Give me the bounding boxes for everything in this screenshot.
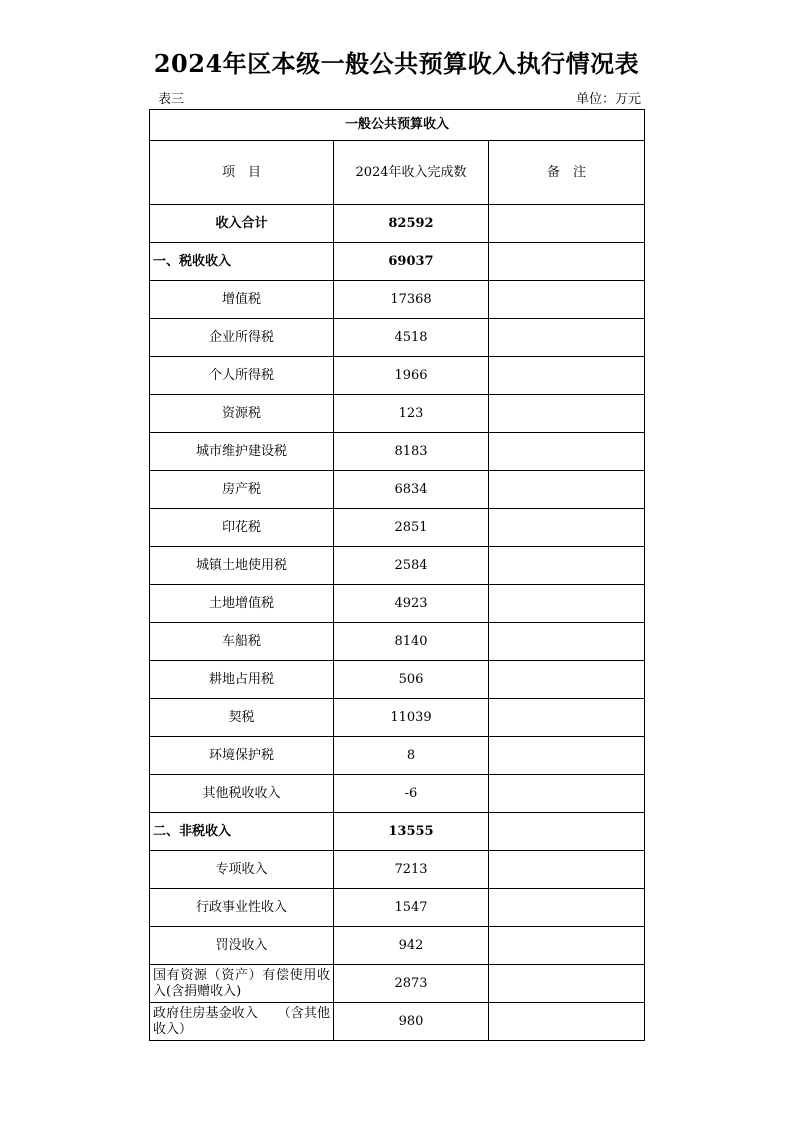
row-label: 行政事业性收入 bbox=[150, 889, 334, 927]
row-value: 69037 bbox=[334, 243, 489, 281]
row-value: 8183 bbox=[334, 433, 489, 471]
row-label: 其他税收收入 bbox=[150, 775, 334, 813]
table-row bbox=[150, 889, 645, 927]
row-value: -6 bbox=[334, 775, 489, 813]
row-label: 环境保护税 bbox=[150, 737, 334, 775]
row-note bbox=[489, 205, 645, 243]
row-label: 专项收入 bbox=[150, 851, 334, 889]
budget-table bbox=[149, 109, 645, 1041]
row-value: 8 bbox=[334, 737, 489, 775]
table-row bbox=[150, 623, 645, 661]
section-header-row bbox=[150, 110, 645, 141]
row-label: 罚没收入 bbox=[150, 927, 334, 965]
row-note bbox=[489, 471, 645, 509]
row-label: 车船税 bbox=[150, 623, 334, 661]
row-value: 2851 bbox=[334, 509, 489, 547]
row-note bbox=[489, 927, 645, 965]
table-row bbox=[150, 547, 645, 585]
row-value: 1547 bbox=[334, 889, 489, 927]
row-label: 政府住房基金收入 （含其他收入） bbox=[150, 1003, 334, 1041]
row-note bbox=[489, 965, 645, 1003]
row-value: 82592 bbox=[334, 205, 489, 243]
row-value: 942 bbox=[334, 927, 489, 965]
row-label: 城市维护建设税 bbox=[150, 433, 334, 471]
row-label: 收入合计 bbox=[150, 205, 334, 243]
table-row bbox=[150, 927, 645, 965]
table-row bbox=[150, 395, 645, 433]
row-label: 城镇土地使用税 bbox=[150, 547, 334, 585]
row-value: 2584 bbox=[334, 547, 489, 585]
row-note bbox=[489, 661, 645, 699]
column-header-value: 2024年收入完成数 bbox=[334, 141, 489, 205]
table-row bbox=[150, 813, 645, 851]
table-row bbox=[150, 585, 645, 623]
table-row bbox=[150, 205, 645, 243]
row-label: 印花税 bbox=[150, 509, 334, 547]
row-label: 土地增值税 bbox=[150, 585, 334, 623]
table-row bbox=[150, 281, 645, 319]
row-value: 2873 bbox=[334, 965, 489, 1003]
table-row bbox=[150, 471, 645, 509]
row-note bbox=[489, 1003, 645, 1041]
row-note bbox=[489, 623, 645, 661]
row-value: 13555 bbox=[334, 813, 489, 851]
row-label: 个人所得税 bbox=[150, 357, 334, 395]
table-row bbox=[150, 357, 645, 395]
row-note bbox=[489, 243, 645, 281]
row-value: 7213 bbox=[334, 851, 489, 889]
row-note bbox=[489, 395, 645, 433]
row-value: 4518 bbox=[334, 319, 489, 357]
row-label: 国有资源（资产）有偿使用收入(含捐赠收入) bbox=[150, 965, 334, 1003]
row-note bbox=[489, 775, 645, 813]
row-label: 资源税 bbox=[150, 395, 334, 433]
column-header-row bbox=[150, 141, 645, 205]
row-value: 1966 bbox=[334, 357, 489, 395]
table-row bbox=[150, 509, 645, 547]
row-note bbox=[489, 357, 645, 395]
row-label: 增值税 bbox=[150, 281, 334, 319]
row-label: 二、非税收入 bbox=[150, 813, 334, 851]
row-note bbox=[489, 851, 645, 889]
unit-label: 单位：万元 bbox=[575, 92, 641, 107]
row-note bbox=[489, 433, 645, 471]
table-row bbox=[150, 775, 645, 813]
page-title: 2024年区本级一般公共预算收入执行情况表 bbox=[153, 49, 640, 78]
table-row bbox=[150, 699, 645, 737]
row-label: 企业所得税 bbox=[150, 319, 334, 357]
table-row bbox=[150, 851, 645, 889]
row-label: 一、税收收入 bbox=[150, 243, 334, 281]
table-row bbox=[150, 319, 645, 357]
row-note bbox=[489, 737, 645, 775]
row-value: 506 bbox=[334, 661, 489, 699]
row-note bbox=[489, 699, 645, 737]
table-row bbox=[150, 1003, 645, 1041]
row-note bbox=[489, 585, 645, 623]
row-value: 6834 bbox=[334, 471, 489, 509]
row-note bbox=[489, 813, 645, 851]
table-number: 表三 bbox=[158, 92, 185, 107]
row-note bbox=[489, 509, 645, 547]
row-value: 123 bbox=[334, 395, 489, 433]
row-label: 契税 bbox=[150, 699, 334, 737]
table-row bbox=[150, 737, 645, 775]
row-note bbox=[489, 281, 645, 319]
column-header-note: 备 注 bbox=[489, 141, 645, 205]
row-label: 房产税 bbox=[150, 471, 334, 509]
row-value: 11039 bbox=[334, 699, 489, 737]
row-value: 8140 bbox=[334, 623, 489, 661]
table-row bbox=[150, 243, 645, 281]
column-header-item: 项 目 bbox=[150, 141, 334, 205]
table-row bbox=[150, 661, 645, 699]
row-value: 17368 bbox=[334, 281, 489, 319]
row-note bbox=[489, 547, 645, 585]
table-row bbox=[150, 433, 645, 471]
row-label: 耕地占用税 bbox=[150, 661, 334, 699]
row-note bbox=[489, 889, 645, 927]
row-note bbox=[489, 319, 645, 357]
row-value: 4923 bbox=[334, 585, 489, 623]
row-value: 980 bbox=[334, 1003, 489, 1041]
table-row bbox=[150, 965, 645, 1003]
section-header: 一般公共预算收入 bbox=[150, 110, 645, 141]
